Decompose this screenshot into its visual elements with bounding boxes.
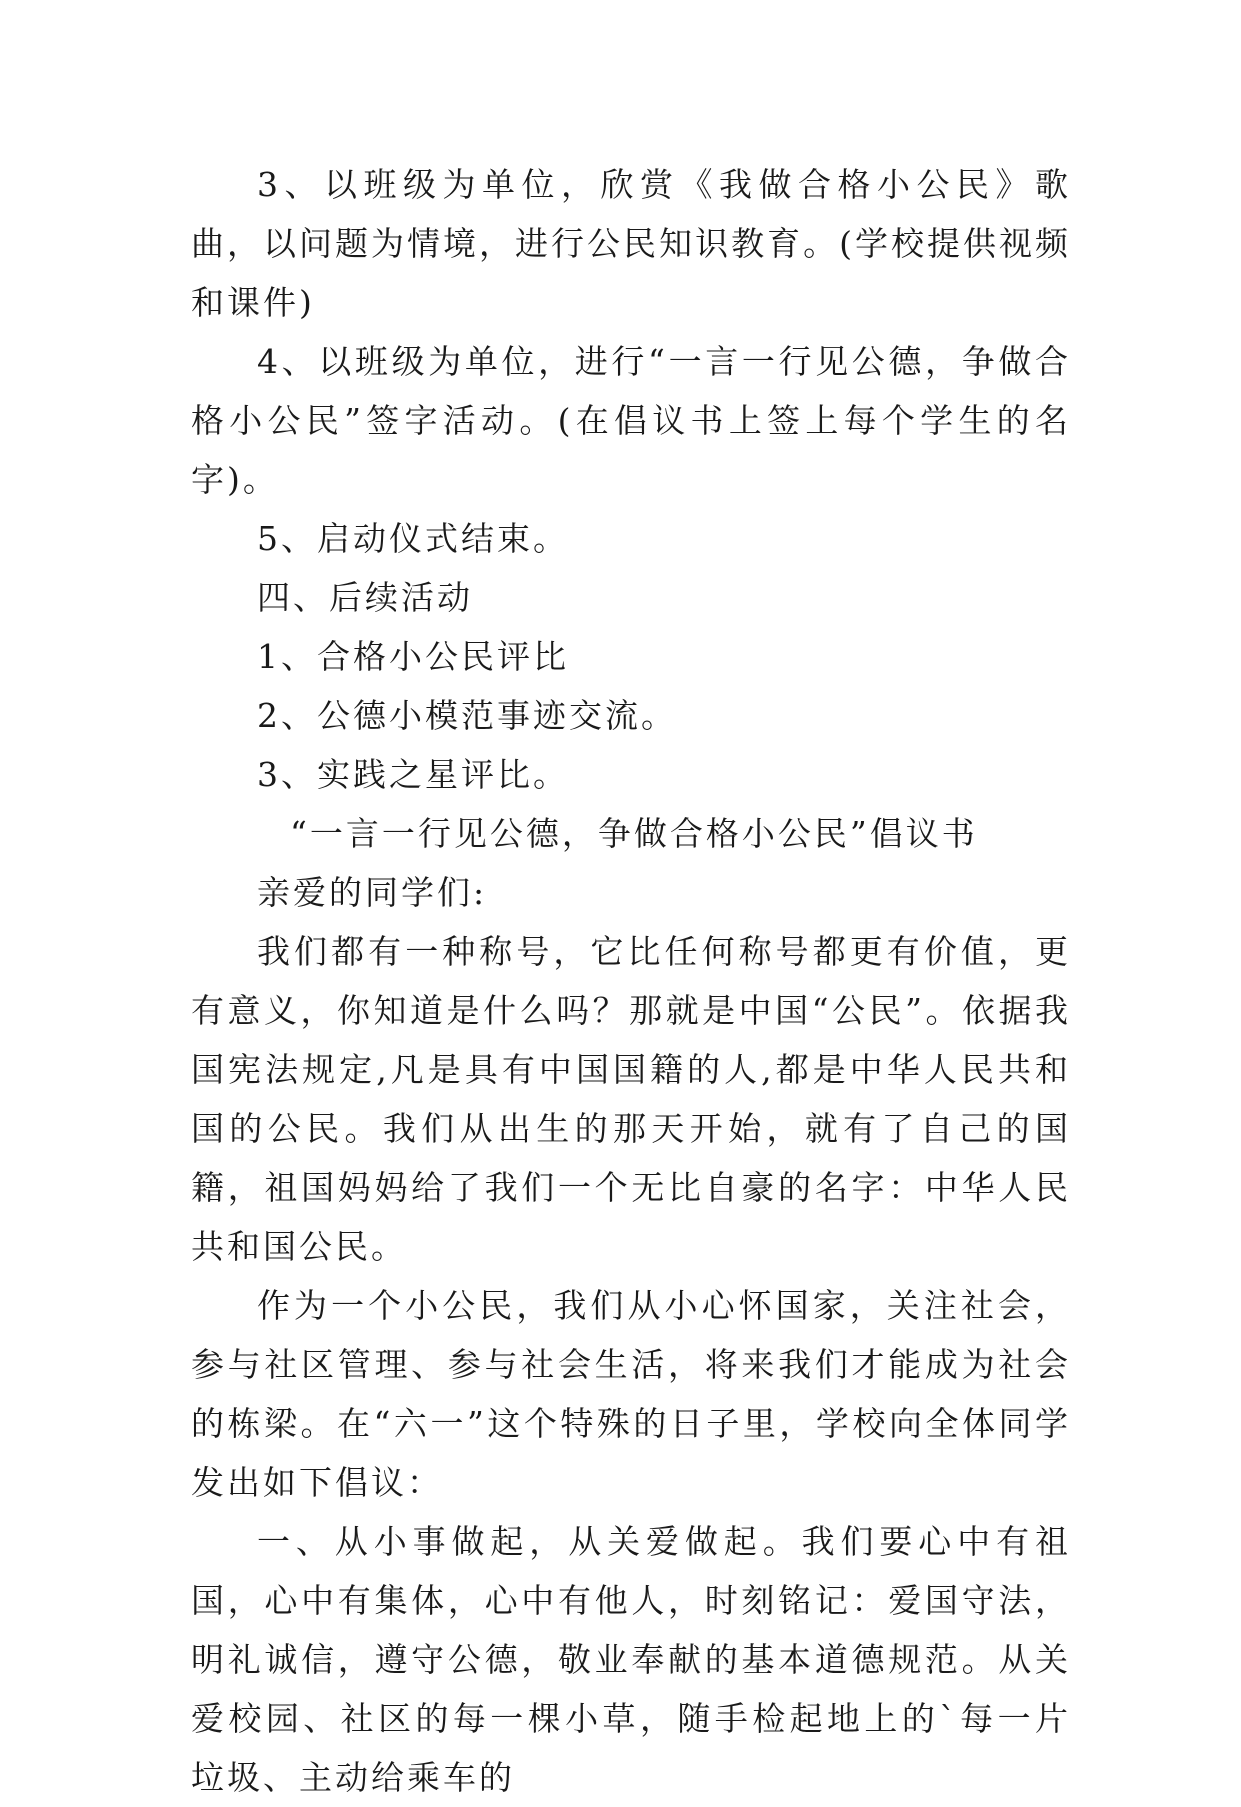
paragraph-activity-5: 5、启动仪式结束。 [257,519,569,558]
paragraph-activity-3: 3、以班级为单位，欣赏《我做合格小公民》歌曲，以问题为情境，进行公民知识教育。(学校提供视频和课件) [191,165,1071,322]
document-body [191,155,1071,1807]
section-heading-follow-up: 四、后续活动 [257,578,473,617]
proposal-title: “一言一行见公德，争做合格小公民”倡议书 [290,814,978,853]
salutation: 亲爱的同学们: [257,873,488,912]
list-item-3: 3、实践之星评比。 [257,755,569,794]
paragraph-activity-4: 4、以班级为单位，进行“一言一行见公德，争做合格小公民”签字活动。(在倡议书上签上每个学生的名字)。 [191,342,1071,499]
paragraph-proposal-1: 一、从小事做起，从关爱做起。我们要心中有祖国，心中有集体，心中有他人，时刻铭记：爱国守法，明礼诚信，遵守公德，敬业奉献的基本道德规范。从关爱校园、社区的每一棵小草，随手检起地上的`每一片垃圾、主动给乘车的 [191,1522,1071,1797]
list-item-2: 2、公德小模范事迹交流。 [257,696,677,735]
paragraph-little-citizen: 作为一个小公民，我们从小心怀国家，关注社会，参与社区管理、参与社会生活，将来我们才能成为社会的栋梁。在“六一”这个特殊的日子里，学校向全体同学发出如下倡议： [191,1286,1071,1502]
list-item-1: 1、合格小公民评比 [257,637,569,676]
paragraph-citizen-title: 我们都有一种称号，它比任何称号都更有价值，更有意义，你知道是什么吗？那就是中国“公民”。依据我国宪法规定,凡是具有中国国籍的人,都是中华人民共和国的公民。我们从出生的那天开始，就有了自己的国籍，祖国妈妈给了我们一个无比自豪的名字：中华人民共和国公民。 [191,932,1071,1266]
